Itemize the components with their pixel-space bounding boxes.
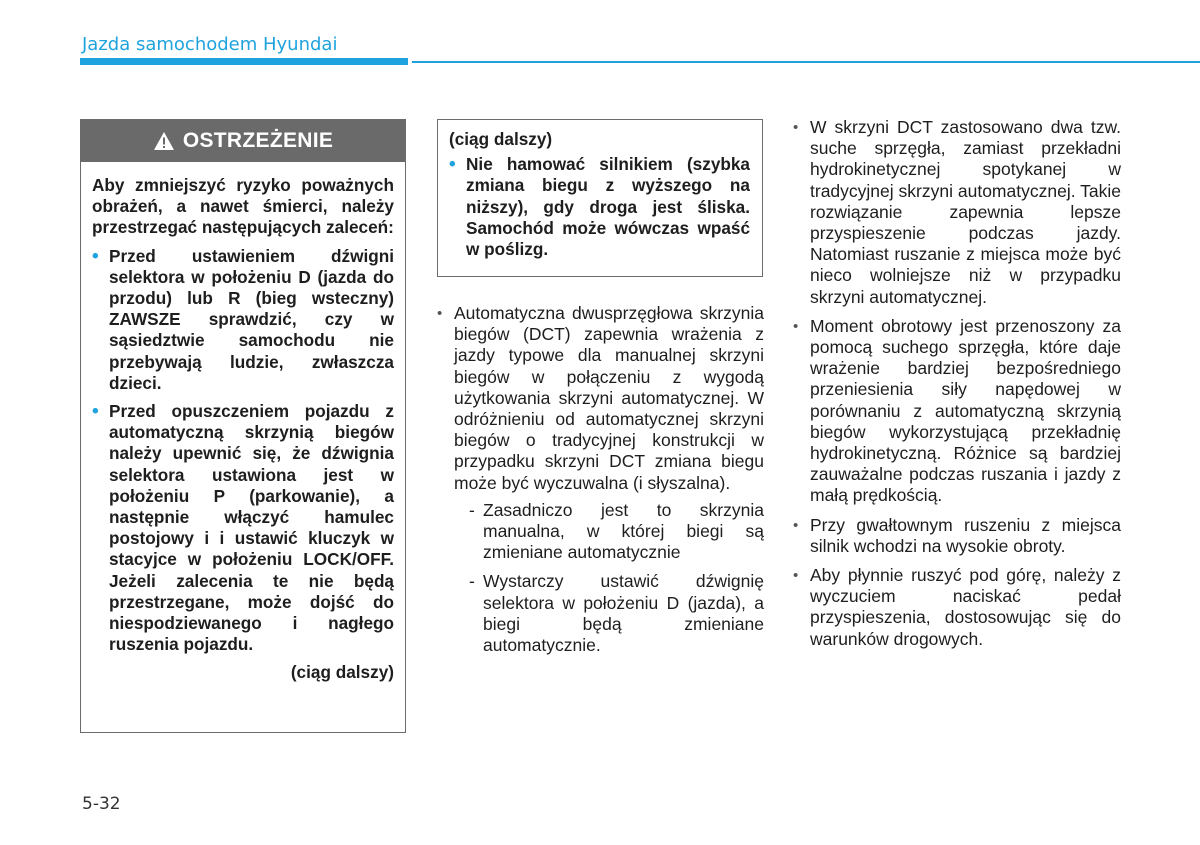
continuation-bullet-list — [449, 154, 750, 260]
warning-intro: Aby zmniejszyć ryzyko poważnych obrażeń, a nawet śmierci, należy przestrzegać następujących zaleceń: — [92, 175, 394, 238]
continuation-bullet: • Nie hamować silnikiem (szybka zmiana biegu z wyższego na niższy), gdy droga jest śliska. Samochód może wówczas wpaść w poślizg. — [449, 154, 750, 260]
list-item — [437, 303, 764, 656]
warning-title: OSTRZEŻENIE — [182, 129, 334, 152]
warning-continuation-box — [437, 119, 763, 277]
dash-item: - Wystarczy ustawić dźwignię selektora w położeniu D (jazda), a biegi będą zmieniane automatycznie. — [454, 571, 764, 656]
column-2-list — [437, 303, 764, 656]
column-3-text — [793, 117, 1121, 658]
warning-bullet: • Przed opuszczeniem pojazdu z automatyczną skrzynią biegów należy upewnić się, że dźwignia selektora ustawiona jest w położeniu P (parkowanie), a następnie włączyć hamulec postojowy i i ustawić kluczyk w stacyjce w położeniu LOCK/OFF. Jeżeli zalecenia te nie będą przestrzegane, może dojść do niespodziewanego i nagłego ruszenia pojazdu. — [92, 401, 394, 655]
dash-item: - Zasadniczo jest to skrzynia manualna, w której biegi są zmieniane automatycznie — [454, 500, 764, 564]
header-rule-thin — [412, 61, 1200, 63]
section-title: Jazda samochodem Hyundai — [82, 34, 338, 55]
warning-bullet: • Przed ustawieniem dźwigni selektora w położeniu D (jazda do przodu) lub R (bieg wsteczny) ZAWSZE sprawdzić, czy w sąsiedztwie samochodu nie przebywają ludzie, zwłaszcza dzieci. — [92, 246, 394, 394]
header-rule-thick — [80, 58, 408, 65]
page-number: 5-32 — [82, 794, 121, 814]
warning-triangle-icon — [153, 131, 175, 151]
warning-header — [81, 120, 405, 162]
dash-sublist — [454, 500, 764, 656]
continuation-title: (ciąg dalszy) — [449, 129, 553, 149]
list-item-text: Automatyczna dwusprzęgłowa skrzynia biegów (DCT) zapewnia wrażenia z jazdy typowe dla manualnej skrzyni biegów w połączeniu z wygodą użytkowania skrzyni automatycznej. W odróżnieniu od automatycznej skrzyni biegów o tradycyjnej konstrukcji w przypadku skrzyni DCT zmiana biegu może być wyczuwalna (i słyszalna). — [454, 303, 764, 493]
list-item: • Moment obrotowy jest przenoszony za pomocą suchego sprzęgła, które daje wrażenie bardziej bezpośredniego przeniesienia siły napędowej w porównaniu z automatyczną skrzynią biegów wykorzystującą przekładnię hydrokinetyczną. Różnice są bardziej zauważalne podczas ruszania i jazdy z małą prędkością. — [793, 316, 1121, 507]
warning-bullet-list — [92, 246, 394, 656]
column-3-list — [793, 117, 1121, 650]
continued-label: (ciąg dalszy) — [290, 662, 394, 683]
list-item: • Przy gwałtownym ruszeniu z miejsca silnik wchodzi na wysokie obroty. — [793, 515, 1121, 557]
warning-box — [80, 119, 406, 733]
list-item: • W skrzyni DCT zastosowano dwa tzw. suche sprzęgła, zamiast przekładni hydrokinetycznej spotykanej w tradycyjnej skrzyni automatycznej. Takie rozwiązanie zapewnia lepsze przyspieszenie podczas jazdy. Natomiast ruszanie z miejsca może być nieco wolniejsze niż w przypadku skrzyni automatycznej. — [793, 117, 1121, 308]
warning-body — [81, 162, 405, 684]
column-2-text — [437, 303, 764, 664]
list-item: • Aby płynnie ruszyć pod górę, należy z wyczuciem naciskać pedał przyspieszenia, dostosowując się do warunków drogowych. — [793, 565, 1121, 650]
